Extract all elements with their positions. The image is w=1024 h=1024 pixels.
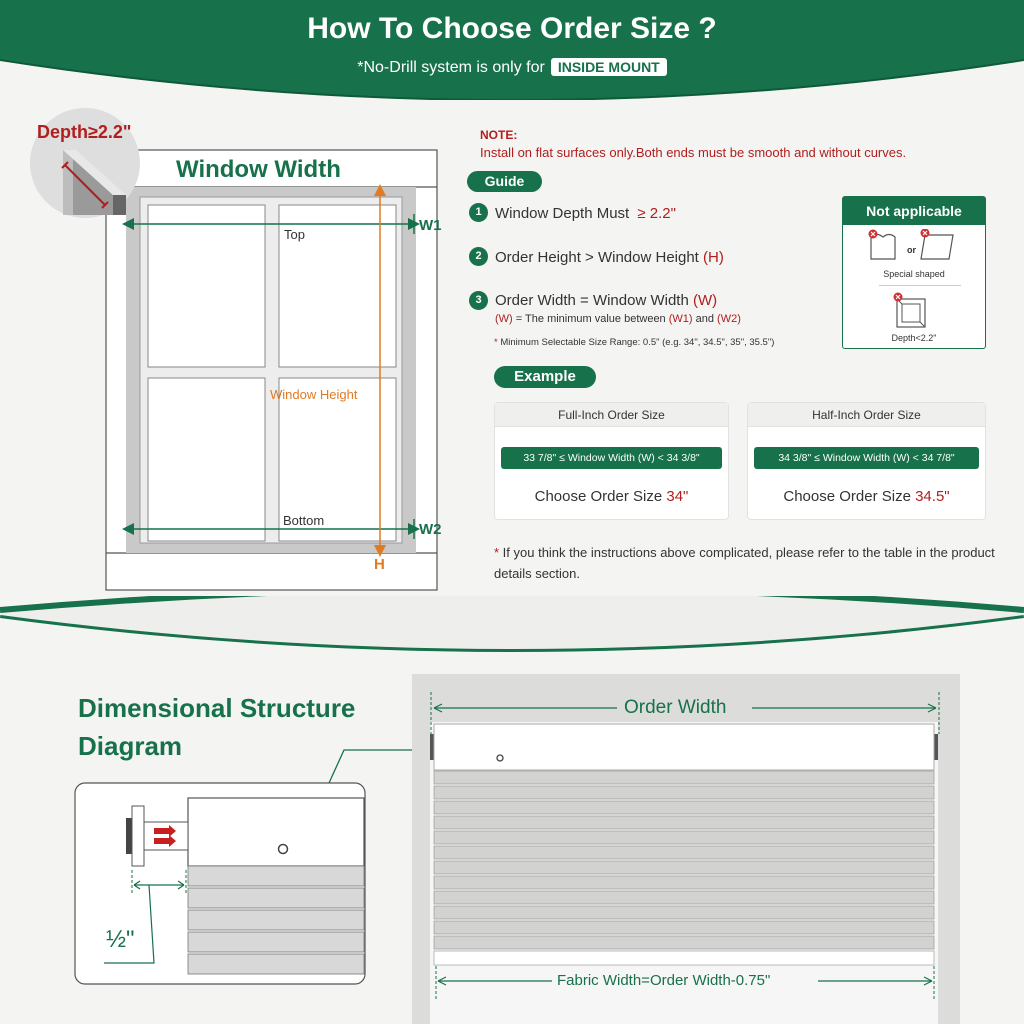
fabric-width-label: Fabric Width=Order Width-0.75" [557,972,771,989]
structure-title-line1: Dimensional Structure [78,693,356,723]
w1-label: W1 [419,217,442,234]
shallow-depth-icon [891,291,933,331]
guide-step-3-highlight: (W) [692,292,718,309]
guide-pill: Guide [467,171,542,192]
order-width-label: Order Width [624,697,727,718]
half-inch-card [747,402,986,520]
special-shaped-label: Special shaped [883,269,945,279]
half-inch-result [748,488,985,505]
guide-step-2-number: 2 [469,247,488,266]
page-title: How To Choose Order Size ? [307,12,717,45]
guide-step-1 [495,205,676,222]
half-inch-range: 34 3/8" ≤ Window Width (W) < 34 7/8" [754,447,979,469]
subtitle-text: *No-Drill system is only for [357,59,545,76]
full-inch-range: 33 7/8" ≤ Window Width (W) < 34 3/8" [501,447,722,469]
structure-title-line2: Diagram [78,731,183,761]
min-range-note [494,337,774,348]
half-inch-size: 34.5" [915,488,950,505]
full-inch-title: Full-Inch Order Size [495,403,728,427]
note-w1: (W1) [668,313,693,325]
example-pill: Example [494,366,596,388]
guide-step-1-text: Window Depth Must [495,205,630,222]
footnote-star: * [494,545,500,560]
depth-less-label: Depth<2.2" [891,333,937,343]
inside-mount-badge: INSIDE MOUNT [551,58,667,76]
note-title: NOTE: [480,128,518,142]
header-subtitle [0,58,1024,77]
note-mid: = The minimum value between [512,313,669,325]
note-text: Install on flat surfaces only.Both ends must be smooth and without curves. [480,145,907,160]
guide-step-2-highlight: (H) [703,249,724,266]
bottom-label: Bottom [283,513,325,528]
h-label: H [374,556,385,573]
half-inch-title: Half-Inch Order Size [748,403,985,427]
guide-step-2 [495,249,724,266]
na-divider [879,285,961,286]
guide-step-3 [495,292,717,309]
note-and: and [692,313,718,325]
full-inch-card [494,402,729,520]
not-applicable-box [842,196,986,349]
width-definition-note [495,313,741,325]
not-applicable-title: Not applicable [843,197,985,225]
half-inch-label: ½" [106,926,135,953]
depth-label: Depth≥2.2" [37,122,132,142]
footnote [494,542,1014,584]
guide-step-2-text: Order Height > Window Height [495,249,699,266]
note-w2: (W2) [717,313,741,325]
full-inch-result [495,488,728,505]
guide-step-3-number: 3 [469,291,488,310]
note-w: (W) [495,313,513,325]
top-label: Top [284,227,305,242]
full-inch-size: 34" [666,488,689,505]
or-label: or [907,245,916,255]
guide-step-3-text: Order Width = Window Width [495,292,689,309]
min-range-star: * [494,337,498,348]
half-inch-result-text: Choose Order Size [783,488,911,505]
window-width-label: Window Width [176,156,341,183]
full-inch-result-text: Choose Order Size [534,488,663,505]
section-divider [0,596,1024,656]
guide-step-1-number: 1 [469,203,488,222]
min-range-text: Minimum Selectable Size Range: 0.5" (e.g. 34", 34.5", 35", 35.5") [497,337,775,348]
guide-step-1-highlight: ≥ 2.2" [637,205,676,222]
w2-label: W2 [419,521,442,538]
footnote-text: If you think the instructions above complicated, please refer to the table in the product details section. [494,545,995,581]
window-height-label: Window Height [270,387,358,402]
